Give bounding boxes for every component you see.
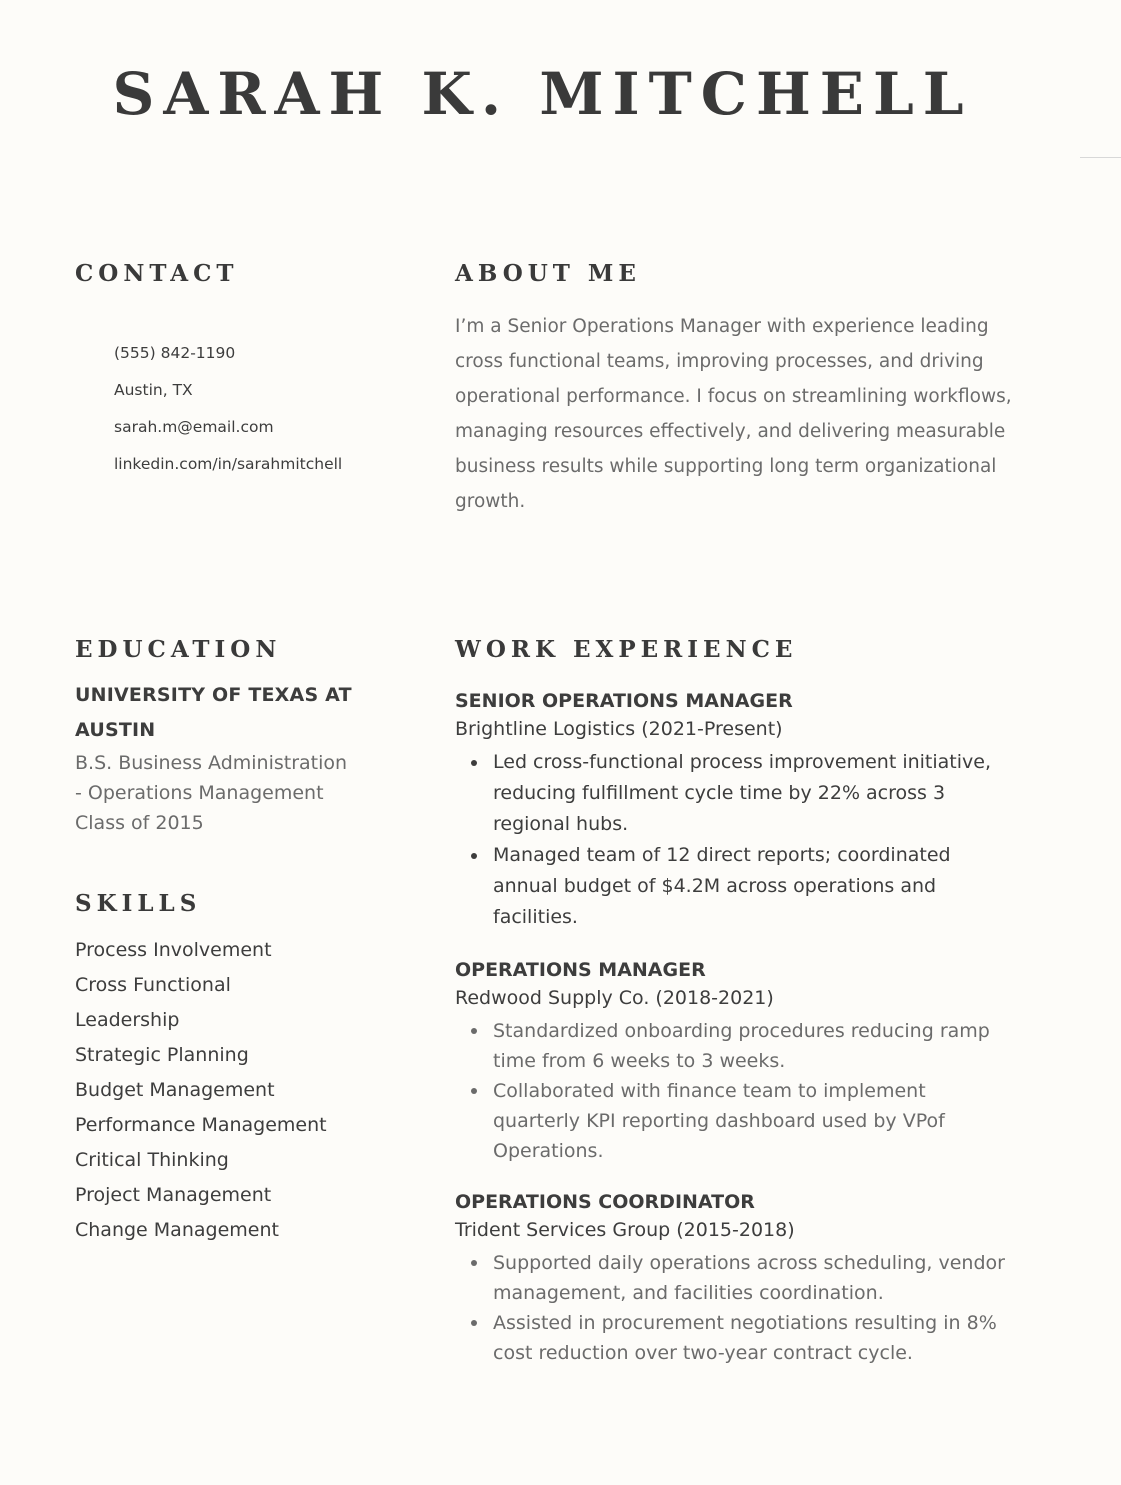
job-bullet: Supported daily operations across scheduling, vendor management, and facilities coordination. [493, 1248, 1015, 1308]
skill-item: Change Management [75, 1219, 279, 1241]
education-degree: B.S. Business Administration [75, 752, 348, 774]
skill-item: Strategic Planning [75, 1044, 249, 1066]
job-entry-operations-manager [455, 956, 1015, 1166]
skill-item: Cross Functional [75, 974, 231, 996]
skill-item: Critical Thinking [75, 1149, 229, 1171]
job-company: Redwood Supply Co. (2018-2021) [455, 987, 774, 1009]
job-entry-operations-coordinator [455, 1188, 1015, 1368]
job-title: SENIOR OPERATIONS MANAGER [455, 690, 793, 712]
contact-phone: (555) 842-1190 [114, 344, 236, 362]
skill-item: Leadership [75, 1009, 180, 1031]
contact-heading: CONTACT [75, 260, 239, 287]
skill-item: Budget Management [75, 1079, 275, 1101]
job-bullet: Managed team of 12 direct reports; coordinated annual budget of $4.2M across operations and facilities. [493, 840, 1015, 933]
header-divider [1080, 157, 1121, 158]
job-bullet: Standardized onboarding procedures reducing ramp time from 6 weeks to 3 weeks. [493, 1016, 1015, 1076]
contact-email[interactable]: sarah.m@email.com [114, 418, 274, 436]
about-text: I’m a Senior Operations Manager with experience leading cross functional teams, improving processes, and driving operational performance. I focus on streamlining workflows, managing resources effectively, and delivering measurable business results while supporting long term organizational growth. [455, 316, 1012, 512]
job-company: Trident Services Group (2015-2018) [455, 1219, 795, 1241]
job-bullets [455, 1016, 1015, 1166]
job-entry-senior-operations-manager [455, 687, 1015, 933]
skill-item: Performance Management [75, 1114, 327, 1136]
work-experience-heading: WORK EXPERIENCE [455, 636, 798, 663]
contact-location: Austin, TX [114, 381, 193, 399]
education-class: Class of 2015 [75, 812, 204, 834]
job-bullet: Assisted in procurement negotiations resulting in 8% cost reduction over two-year contract cycle. [493, 1308, 1015, 1368]
skill-item: Process Involvement [75, 939, 272, 961]
job-bullets [455, 747, 1015, 933]
skill-item: Project Management [75, 1184, 272, 1206]
job-bullet: Led cross-functional process improvement initiative, reducing fulfillment cycle time by 22% across 3 regional hubs. [493, 747, 1015, 840]
education-concentration: - Operations Management [75, 782, 324, 804]
job-title: OPERATIONS MANAGER [455, 959, 706, 981]
contact-list [114, 340, 342, 488]
job-bullets [455, 1248, 1015, 1368]
education-heading: EDUCATION [75, 636, 282, 663]
skills-heading: SKILLS [75, 890, 202, 917]
job-company: Brightline Logistics (2021-Present) [455, 718, 783, 740]
job-bullet: Collaborated with finance team to implement quarterly KPI reporting dashboard used by VPof Operations. [493, 1076, 1015, 1166]
job-title: OPERATIONS COORDINATOR [455, 1191, 755, 1213]
contact-linkedin[interactable]: linkedin.com/in/sarahmitchell [114, 455, 343, 473]
education-entry [75, 678, 395, 838]
skills-list [75, 933, 327, 1248]
about-heading: ABOUT ME [455, 260, 641, 287]
education-school: UNIVERSITY OF TEXAS AT AUSTIN [75, 684, 352, 741]
candidate-name: SARAH K. MITCHELL [112, 60, 973, 128]
